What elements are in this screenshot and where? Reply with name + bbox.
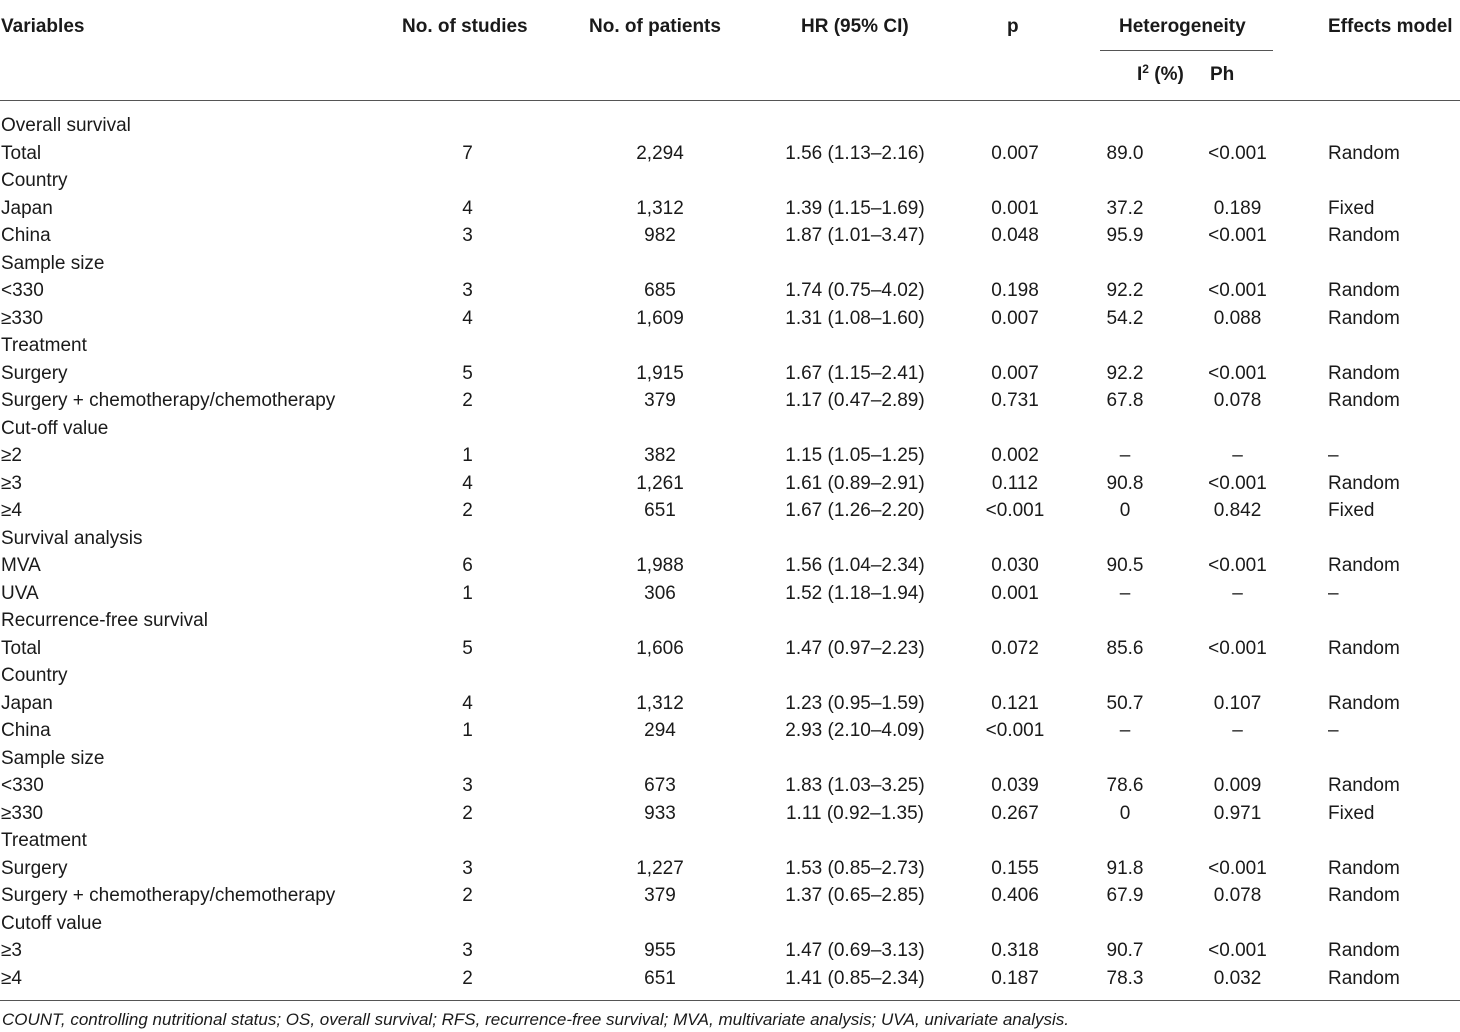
effects-model-cell: – (1328, 720, 1339, 741)
i2-cell: 92.2 (1106, 280, 1144, 301)
hr-cell: 1.52 (1.18–1.94) (785, 582, 925, 604)
patients-cell: 1,606 (636, 637, 684, 659)
i2-cell: 92.2 (1106, 362, 1144, 384)
i2-cell: 85.6 (1106, 637, 1144, 659)
p-cell: 0.072 (991, 637, 1039, 659)
hr-cell: 1.67 (1.15–2.41) (785, 362, 925, 384)
ph-cell: <0.001 (1208, 857, 1267, 879)
p-cell: 0.001 (991, 197, 1039, 219)
row-label: Country (1, 665, 68, 686)
section-row (0, 745, 1460, 773)
p-cell: 0.731 (991, 390, 1039, 411)
patients-cell: 1,261 (636, 472, 684, 494)
table-row (0, 882, 1460, 910)
table-row (0, 497, 1460, 525)
ph-cell: – (1232, 582, 1243, 604)
row-label: ≥4 (1, 500, 22, 521)
studies-cell: 4 (462, 197, 473, 219)
ph-cell: 0.842 (1213, 500, 1262, 521)
effects-model-cell: Random (1328, 857, 1400, 879)
p-cell: 0.048 (991, 225, 1039, 246)
hr-cell: 1.61 (0.89–2.91) (785, 472, 925, 494)
table-row (0, 772, 1460, 800)
row-label: <330 (1, 280, 44, 301)
header-p: p (1007, 16, 1019, 37)
patients-cell: 379 (644, 885, 676, 906)
table-row (0, 552, 1460, 580)
row-label: Recurrence-free survival (1, 610, 208, 631)
i2-cell: – (1119, 582, 1131, 604)
header-no-of-studies: No. of studies (402, 16, 528, 37)
row-label: Survival analysis (1, 527, 143, 549)
i2-cell: 90.5 (1106, 555, 1144, 576)
table-row (0, 580, 1460, 608)
i2-cell: 67.8 (1106, 390, 1144, 411)
i2-cell: 0 (1119, 500, 1131, 521)
ph-cell: – (1232, 720, 1243, 741)
row-label: Japan (1, 197, 53, 219)
patients-cell: 382 (644, 445, 676, 466)
i2-cell: – (1119, 720, 1131, 741)
effects-model-cell: Random (1328, 555, 1400, 576)
studies-cell: 2 (462, 390, 473, 411)
studies-cell: 3 (462, 775, 473, 796)
p-cell: 0.187 (991, 967, 1039, 989)
hr-cell: 1.53 (0.85–2.73) (785, 857, 925, 879)
table-row (0, 277, 1460, 305)
i2-cell: 90.8 (1106, 472, 1144, 494)
hr-cell: 2.93 (2.10–4.09) (785, 720, 925, 741)
row-label: Surgery (1, 857, 68, 879)
studies-cell: 1 (462, 582, 473, 604)
patients-cell: 306 (644, 582, 676, 604)
section-row (0, 662, 1460, 690)
effects-model-cell: Random (1328, 692, 1400, 714)
studies-cell: 2 (462, 967, 473, 989)
header-i2: $I^2$ (%) (1137, 62, 1184, 85)
hr-cell: 1.41 (0.85–2.34) (785, 967, 925, 989)
effects-model-cell: Random (1328, 940, 1400, 961)
p-cell: 0.039 (991, 775, 1039, 796)
table-row (0, 360, 1460, 388)
ph-cell: 0.032 (1213, 967, 1262, 989)
effects-model-cell: Fixed (1328, 802, 1375, 824)
i2-cell: 89.0 (1106, 142, 1144, 164)
studies-cell: 7 (462, 142, 473, 164)
effects-model-cell: Random (1328, 472, 1400, 494)
p-cell: 0.155 (991, 857, 1039, 879)
i2-cell: 78.3 (1106, 967, 1144, 989)
hr-cell: 1.47 (0.97–2.23) (785, 637, 925, 659)
table-row (0, 635, 1460, 663)
row-label: Surgery + chemotherapy/chemotherapy (1, 390, 336, 411)
patients-cell: 1,988 (636, 555, 684, 576)
patients-cell: 651 (644, 500, 676, 521)
effects-model-cell: Random (1328, 362, 1400, 384)
patients-cell: 1,227 (636, 857, 684, 879)
p-cell: <0.001 (985, 500, 1045, 521)
p-cell: 0.121 (991, 692, 1039, 714)
studies-cell: 2 (462, 802, 473, 824)
effects-model-cell: Random (1328, 280, 1400, 301)
table-bottom-rule (0, 1000, 1460, 1001)
row-label: ≥4 (1, 967, 22, 989)
row-label: UVA (1, 582, 39, 604)
p-cell: 0.007 (991, 362, 1039, 384)
p-cell: 0.001 (991, 582, 1039, 604)
hr-cell: 1.87 (1.01–3.47) (785, 225, 925, 246)
ph-cell: – (1232, 445, 1243, 466)
ph-cell: 0.189 (1213, 197, 1262, 219)
row-label: China (1, 720, 51, 741)
studies-cell: 5 (462, 362, 473, 384)
studies-cell: 3 (462, 940, 473, 961)
row-label: ≥3 (1, 472, 22, 494)
table-row (0, 717, 1460, 745)
studies-cell: 3 (462, 857, 473, 879)
row-label: ≥330 (1, 802, 44, 824)
patients-cell: 1,312 (636, 197, 684, 219)
i2-cell: 91.8 (1106, 857, 1144, 879)
p-cell: 0.406 (991, 885, 1039, 906)
hr-cell: 1.39 (1.15–1.69) (785, 197, 925, 219)
p-cell: 0.030 (991, 555, 1039, 576)
section-row (0, 167, 1460, 195)
patients-cell: 955 (644, 940, 676, 961)
ph-cell: <0.001 (1208, 225, 1267, 246)
row-label: Overall survival (1, 115, 131, 136)
table-row (0, 800, 1460, 828)
row-label: Japan (1, 692, 53, 714)
table-row (0, 222, 1460, 250)
studies-cell: 3 (462, 280, 473, 301)
table-row (0, 690, 1460, 718)
studies-cell: 1 (462, 445, 473, 466)
row-label: Cutoff value (1, 912, 103, 934)
ph-cell: 0.078 (1213, 885, 1262, 906)
effects-model-cell: Fixed (1328, 500, 1375, 521)
effects-model-cell: Random (1328, 142, 1400, 164)
ph-cell: <0.001 (1208, 362, 1267, 384)
hr-cell: 1.37 (0.65–2.85) (785, 885, 925, 906)
section-row (0, 827, 1460, 855)
table-row (0, 442, 1460, 470)
p-cell: 0.318 (991, 940, 1039, 961)
p-cell: 0.002 (991, 445, 1039, 466)
header-no-of-patients: No. of patients (589, 16, 721, 37)
table-row (0, 140, 1460, 168)
ph-cell: 0.078 (1213, 390, 1262, 411)
row-label: Total (1, 142, 42, 164)
ph-cell: <0.001 (1208, 142, 1267, 164)
patients-cell: 685 (644, 280, 676, 301)
row-label: Surgery + chemotherapy/chemotherapy (1, 885, 336, 906)
i2-cell: 78.6 (1106, 775, 1144, 796)
patients-cell: 294 (644, 720, 676, 741)
patients-cell: 982 (644, 225, 676, 246)
hr-cell: 1.56 (1.13–2.16) (785, 142, 925, 164)
ph-cell: <0.001 (1208, 637, 1267, 659)
i2-cell: 90.7 (1106, 940, 1144, 961)
section-row (0, 250, 1460, 278)
effects-model-cell: Random (1328, 390, 1400, 411)
section-row (0, 910, 1460, 938)
ph-cell: <0.001 (1208, 555, 1267, 576)
ph-cell: <0.001 (1208, 940, 1267, 961)
p-cell: <0.001 (985, 720, 1045, 741)
studies-cell: 1 (462, 720, 473, 741)
studies-cell: 2 (462, 500, 473, 521)
row-label: ≥2 (1, 445, 22, 466)
patients-cell: 1,312 (636, 692, 684, 714)
i2-cell: 67.9 (1106, 885, 1144, 906)
studies-cell: 2 (462, 885, 473, 906)
patients-cell: 673 (644, 775, 676, 796)
p-cell: 0.267 (991, 802, 1039, 824)
effects-model-cell: Random (1328, 307, 1400, 329)
patients-cell: 1,609 (636, 307, 684, 329)
row-label: Country (1, 170, 68, 191)
hr-cell: 1.74 (0.75–4.02) (785, 280, 925, 301)
studies-cell: 3 (462, 225, 473, 246)
footnote: COUNT, controlling nutritional status; OS, overall survival; RFS, recurrence-free survival; MVA, multivariate analysis; UVA, univariate analysis. (2, 1010, 1069, 1029)
i2-cell: 0 (1119, 802, 1131, 824)
table-row (0, 937, 1460, 965)
heterogeneity-underline (1100, 50, 1273, 51)
i2-cell: 54.2 (1106, 307, 1144, 329)
p-cell: 0.198 (991, 280, 1039, 301)
p-cell: 0.112 (991, 472, 1039, 494)
i2-cell: – (1119, 445, 1131, 466)
row-label: Surgery (1, 362, 68, 384)
row-label: Treatment (1, 335, 87, 356)
hr-cell: 1.67 (1.26–2.20) (785, 500, 925, 521)
row-label: Sample size (1, 747, 105, 769)
table-row (0, 965, 1460, 993)
ph-cell: 0.971 (1213, 802, 1262, 824)
table-row (0, 305, 1460, 333)
header-ph: Ph (1210, 64, 1235, 85)
studies-cell: 6 (462, 555, 473, 576)
hr-cell: 1.47 (0.69–3.13) (785, 940, 925, 961)
i2-cell: 50.7 (1106, 692, 1144, 714)
row-label: <330 (1, 775, 44, 796)
table-row (0, 855, 1460, 883)
hr-cell: 1.56 (1.04–2.34) (785, 555, 925, 576)
effects-model-cell: Random (1328, 637, 1400, 659)
studies-cell: 5 (462, 637, 473, 659)
hr-cell: 1.15 (1.05–1.25) (785, 445, 925, 466)
header-variables: Variables (1, 16, 85, 37)
row-label: China (1, 225, 51, 246)
patients-cell: 651 (644, 967, 676, 989)
effects-model-cell: – (1328, 445, 1339, 466)
table-row (0, 387, 1460, 415)
row-label: Total (1, 637, 42, 659)
hr-cell: 1.83 (1.03–3.25) (785, 775, 925, 796)
header-hr-ci: HR (95% CI) (801, 16, 909, 37)
section-row (0, 607, 1460, 635)
row-label: ≥3 (1, 940, 22, 961)
ph-cell: 0.107 (1213, 692, 1262, 714)
p-cell: 0.007 (991, 307, 1039, 329)
effects-model-cell: Random (1328, 967, 1400, 989)
row-label: ≥330 (1, 307, 44, 329)
i2-cell: 37.2 (1106, 197, 1144, 219)
studies-cell: 4 (462, 307, 473, 329)
studies-cell: 4 (462, 472, 473, 494)
section-row (0, 415, 1460, 443)
row-label: Cut-off value (1, 417, 109, 439)
patients-cell: 933 (644, 802, 676, 824)
hr-cell: 1.31 (1.08–1.60) (785, 307, 925, 329)
row-label: Sample size (1, 252, 105, 274)
hr-cell: 1.17 (0.47–2.89) (785, 390, 925, 411)
table-row (0, 470, 1460, 498)
patients-cell: 379 (644, 390, 676, 411)
row-label: Treatment (1, 830, 87, 851)
ph-cell: 0.088 (1213, 307, 1262, 329)
header-heterogeneity: Heterogeneity (1119, 16, 1246, 37)
effects-model-cell: Random (1328, 225, 1400, 246)
ph-cell: <0.001 (1208, 472, 1267, 494)
header-divider (0, 100, 1460, 101)
patients-cell: 1,915 (636, 362, 684, 384)
section-row (0, 112, 1460, 140)
effects-model-cell: Fixed (1328, 197, 1375, 219)
patients-cell: 2,294 (636, 142, 684, 164)
effects-model-cell: Random (1328, 775, 1400, 796)
effects-model-cell: – (1328, 582, 1339, 604)
section-row (0, 332, 1460, 360)
i2-cell: 95.9 (1106, 225, 1144, 246)
section-row (0, 525, 1460, 553)
header-effects-model: Effects model (1328, 16, 1453, 37)
table-body (0, 112, 1460, 992)
ph-cell: 0.009 (1213, 775, 1262, 796)
row-label: MVA (1, 555, 41, 576)
hr-cell: 1.11 (0.92–1.35) (785, 802, 925, 824)
p-cell: 0.007 (991, 142, 1039, 164)
ph-cell: <0.001 (1208, 280, 1267, 301)
table-row (0, 195, 1460, 223)
studies-cell: 4 (462, 692, 473, 714)
effects-model-cell: Random (1328, 885, 1400, 906)
hr-cell: 1.23 (0.95–1.59) (785, 692, 925, 714)
